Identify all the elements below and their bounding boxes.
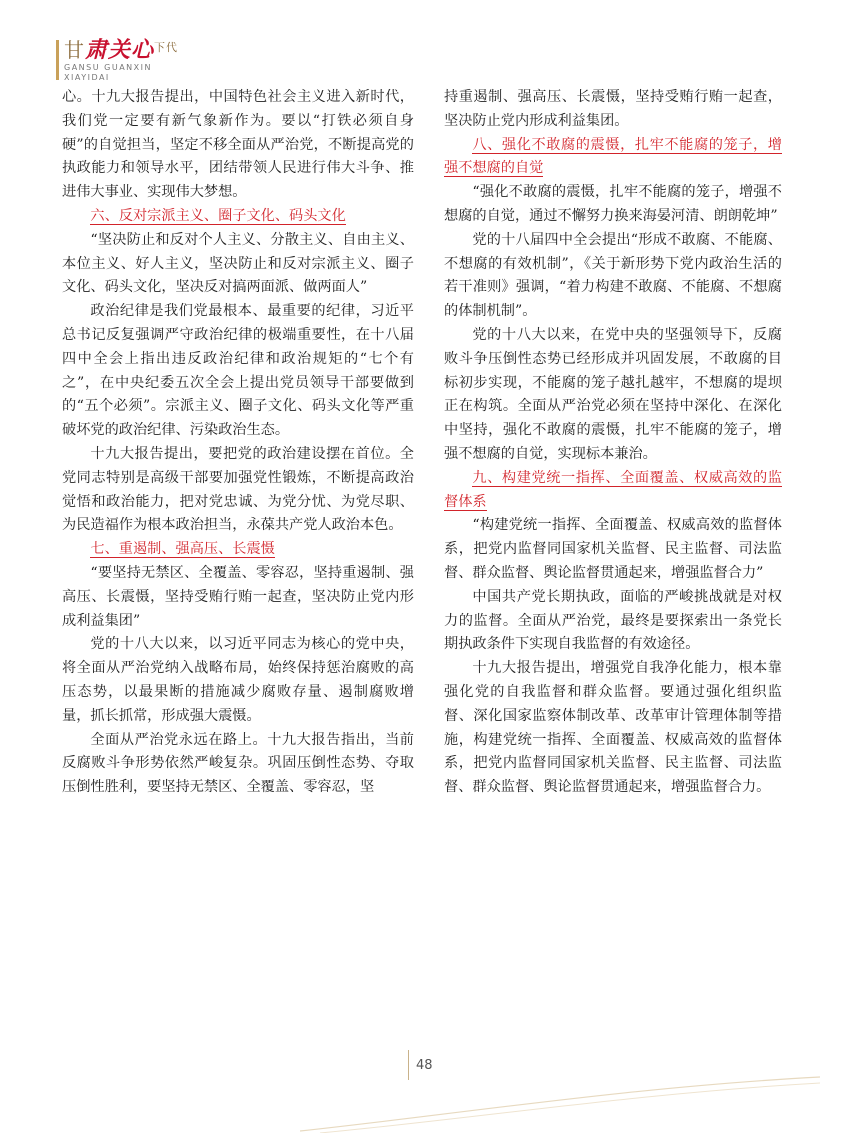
section-heading-6: 六、反对宗派主义、圈子文化、码头文化 <box>90 207 346 224</box>
paragraph: 心。十九大报告提出，中国特色社会主义进入新时代，我们党一定要有新气象新作为。要以“打铁必须自身硬”的自觉担当，坚定不移全面从严治党，不断提高党的执政能力和领导水平，团结带领人民进行伟大斗争、推进伟大事业、实现伟大梦想。 <box>62 89 414 201</box>
magazine-logo <box>56 34 206 84</box>
section-heading-8: 八、强化不敢腐的震慑，扎牢不能腐的笼子，增强不想腐的自觉 <box>444 136 782 177</box>
paragraph: 十九大报告提出，增强党自我净化能力，根本靠强化党的自我监督和群众监督。要通过强化组织监督、深化国家监察体制改革、改革审计管理体制等措施，构建党统一指挥、全面覆盖、权威高效的监督体系，把党内监督同国家机关监督、民主监督、司法监督、群众监督、舆论监督贯通起来，增强监督合力。 <box>444 660 782 796</box>
quote-paragraph: “强化不敢腐的震慑，扎牢不能腐的笼子，增强不想腐的自觉，通过不懈努力换来海晏河清、朗朗乾坤” <box>444 184 782 224</box>
paragraph: 持重遏制、强高压、长震慑，坚持受贿行贿一起查，坚决防止党内形成利益集团。 <box>444 89 782 129</box>
paragraph: 中国共产党长期执政，面临的严峻挑战就是对权力的监督。全面从严治党，最终是要探索出一条党长期执政条件下实现自我监督的有效途径。 <box>444 588 782 653</box>
paragraph: 政治纪律是我们党最根本、最重要的纪律，习近平总书记反复强调严守政治纪律的极端重要性，在十八届四中全会上指出违反政治纪律和政治规矩的“七个有之”，在中央纪委五次全会上提出党员领导干部要做到的“五个必须”。宗派主义、圈子文化、码头文化等严重破坏党的政治纪律、污染政治生态。 <box>62 303 414 439</box>
page-number: 48 <box>416 1058 433 1073</box>
paragraph: 十九大报告提出，要把党的政治建设摆在首位。全党同志特别是高级干部要加强党性锻炼，不断提高政治觉悟和政治能力，把对党忠诚、为党分忧、为党尽职、为民造福作为根本政治担当，永葆共产党人政治本色。 <box>62 445 414 534</box>
logo-english-line1: GANSU GUANXIN <box>64 63 152 72</box>
paragraph: 党的十八大以来，以习近平同志为核心的党中央，将全面从严治党纳入战略布局，始终保持惩治腐败的高压态势，以最果断的措施减少腐败存量、遏制腐败增量，抓长抓常，形成强大震慑。 <box>62 636 414 724</box>
logo-english-line2: XIAYIDAI <box>64 73 110 82</box>
logo-char-xiadai: 下代 <box>154 41 179 54</box>
paragraph: 党的十八大以来，在党中央的坚强领导下，反腐败斗争压倒性态势已经形成并巩固发展，不敢腐的目标初步实现，不能腐的笼子越扎越牢，不想腐的堤坝正在构筑。全面从严治党必须在坚持中深化、在深化中坚持，强化不敢腐的震慑，扎牢不能腐的笼子，增强不想腐的自觉，实现标本兼治。 <box>444 326 782 462</box>
logo-chinese <box>64 36 178 62</box>
logo-char-guanxin: 肃关心 <box>85 37 155 63</box>
quote-paragraph: “构建党统一指挥、全面覆盖、权威高效的监督体系，把党内监督同国家机关监督、民主监督、司法监督、群众监督、舆论监督贯通起来，增强监督合力” <box>444 517 782 581</box>
quote-paragraph: “坚决防止和反对个人主义、分散主义、自由主义、本位主义、好人主义，坚决防止和反对宗派主义、圈子文化、码头文化，坚决反对搞两面派、做两面人” <box>62 231 414 296</box>
section-heading-9: 九、构建党统一指挥、全面覆盖、权威高效的监督体系 <box>444 469 782 510</box>
right-column <box>444 86 782 800</box>
logo-char-gan: 甘 <box>64 38 85 62</box>
section-heading-7: 七、重遏制、强高压、长震慑 <box>90 541 275 558</box>
decorative-swoosh <box>300 1075 820 1133</box>
left-column <box>62 86 414 800</box>
quote-paragraph: “要坚持无禁区、全覆盖、零容忍，坚持重遏制、强高压、长震慑，坚持受贿行贿一起查，坚决防止党内形成利益集团” <box>62 564 414 629</box>
logo-bar <box>56 40 59 80</box>
paragraph: 全面从严治党永远在路上。十九大报告指出，当前反腐败斗争形势依然严峻复杂。巩固压倒性态势、夺取压倒性胜利，要坚持无禁区、全覆盖、零容忍，坚 <box>62 731 414 796</box>
paragraph: 党的十八届四中全会提出“形成不敢腐、不能腐、不想腐的有效机制”，《关于新形势下党内政治生活的若干准则》强调，“着力构建不敢腐、不能腐、不想腐的体制机制”。 <box>444 231 782 320</box>
